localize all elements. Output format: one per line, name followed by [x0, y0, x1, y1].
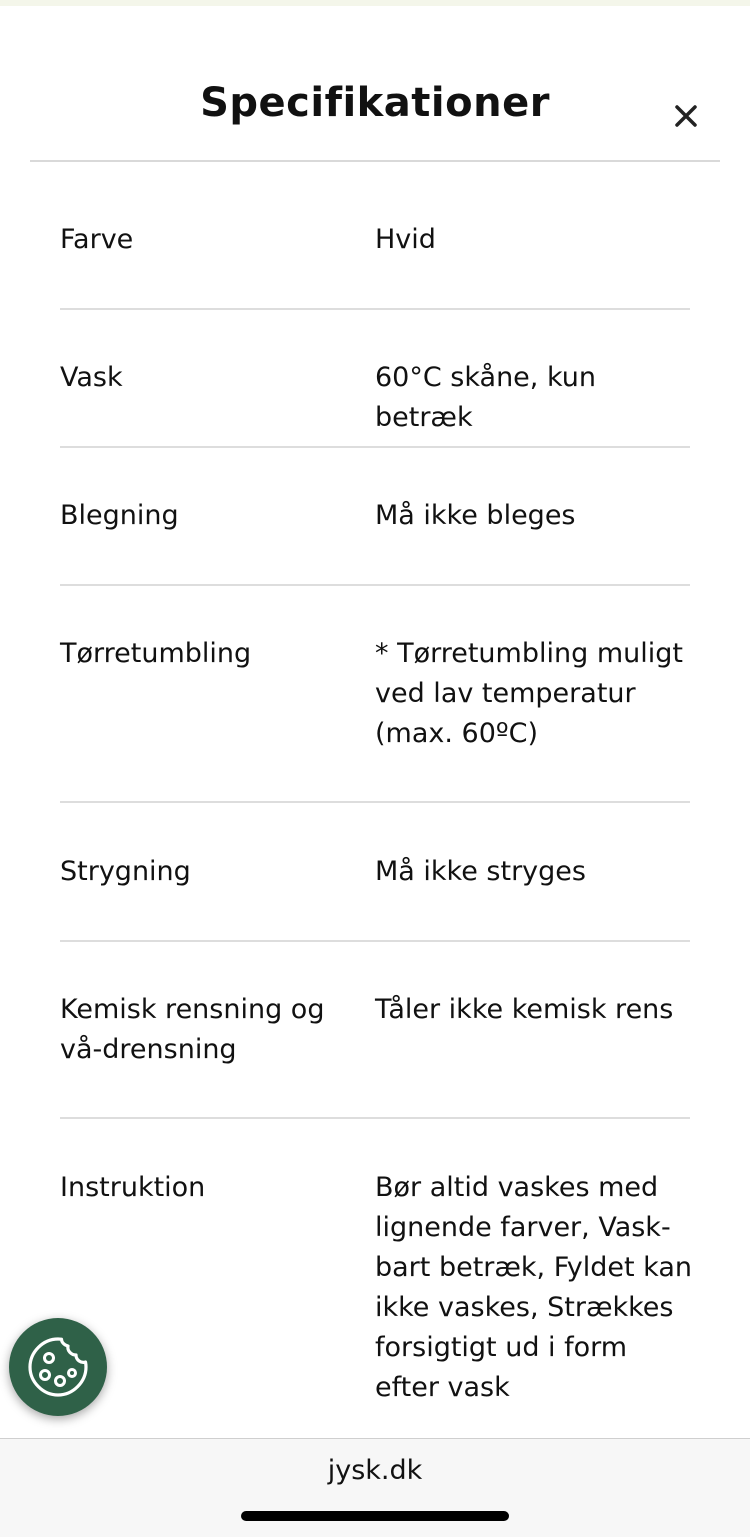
row-divider [60, 308, 690, 310]
browser-address-bar [0, 1438, 750, 1537]
spec-label: Kemisk rensning og vå-drensning [60, 994, 325, 1065]
spec-label: Instruktion [60, 1172, 206, 1203]
spec-value: Bør altid vaskes med lignende farver, Vask-bart betræk, Fyldet kan ikke vaskes, Strækkes forsigtigt ud i form efter vask [375, 1172, 692, 1403]
url-text[interactable]: jysk.dk [327, 1455, 423, 1486]
row-divider [60, 584, 690, 586]
cookie-icon [25, 1334, 91, 1400]
row-divider [60, 1117, 690, 1119]
close-button[interactable] [668, 98, 704, 134]
page-title: Specifikationer [200, 80, 550, 126]
spec-value: * Tørretumbling muligt ved lav temperatur (max. 60ºC) [375, 638, 683, 749]
spec-value: 60°C skåne, kun betræk [375, 362, 596, 433]
spec-value: Må ikke stryges [375, 856, 586, 887]
spec-value: Hvid [375, 224, 436, 255]
spec-label: Tørretumbling [60, 638, 252, 669]
status-bar-strip [0, 0, 750, 6]
row-divider [60, 940, 690, 942]
home-indicator[interactable] [241, 1511, 509, 1521]
spec-label: Vask [60, 362, 123, 393]
row-divider [60, 801, 690, 803]
spec-value: Tåler ikke kemisk rens [375, 994, 674, 1025]
row-divider [60, 446, 690, 448]
close-icon [674, 104, 698, 128]
cookie-settings-button[interactable] [9, 1318, 107, 1416]
spec-value: Må ikke bleges [375, 500, 576, 531]
spec-label: Farve [60, 224, 134, 255]
spec-label: Blegning [60, 500, 179, 531]
header-divider [30, 160, 720, 162]
spec-label: Strygning [60, 856, 191, 887]
